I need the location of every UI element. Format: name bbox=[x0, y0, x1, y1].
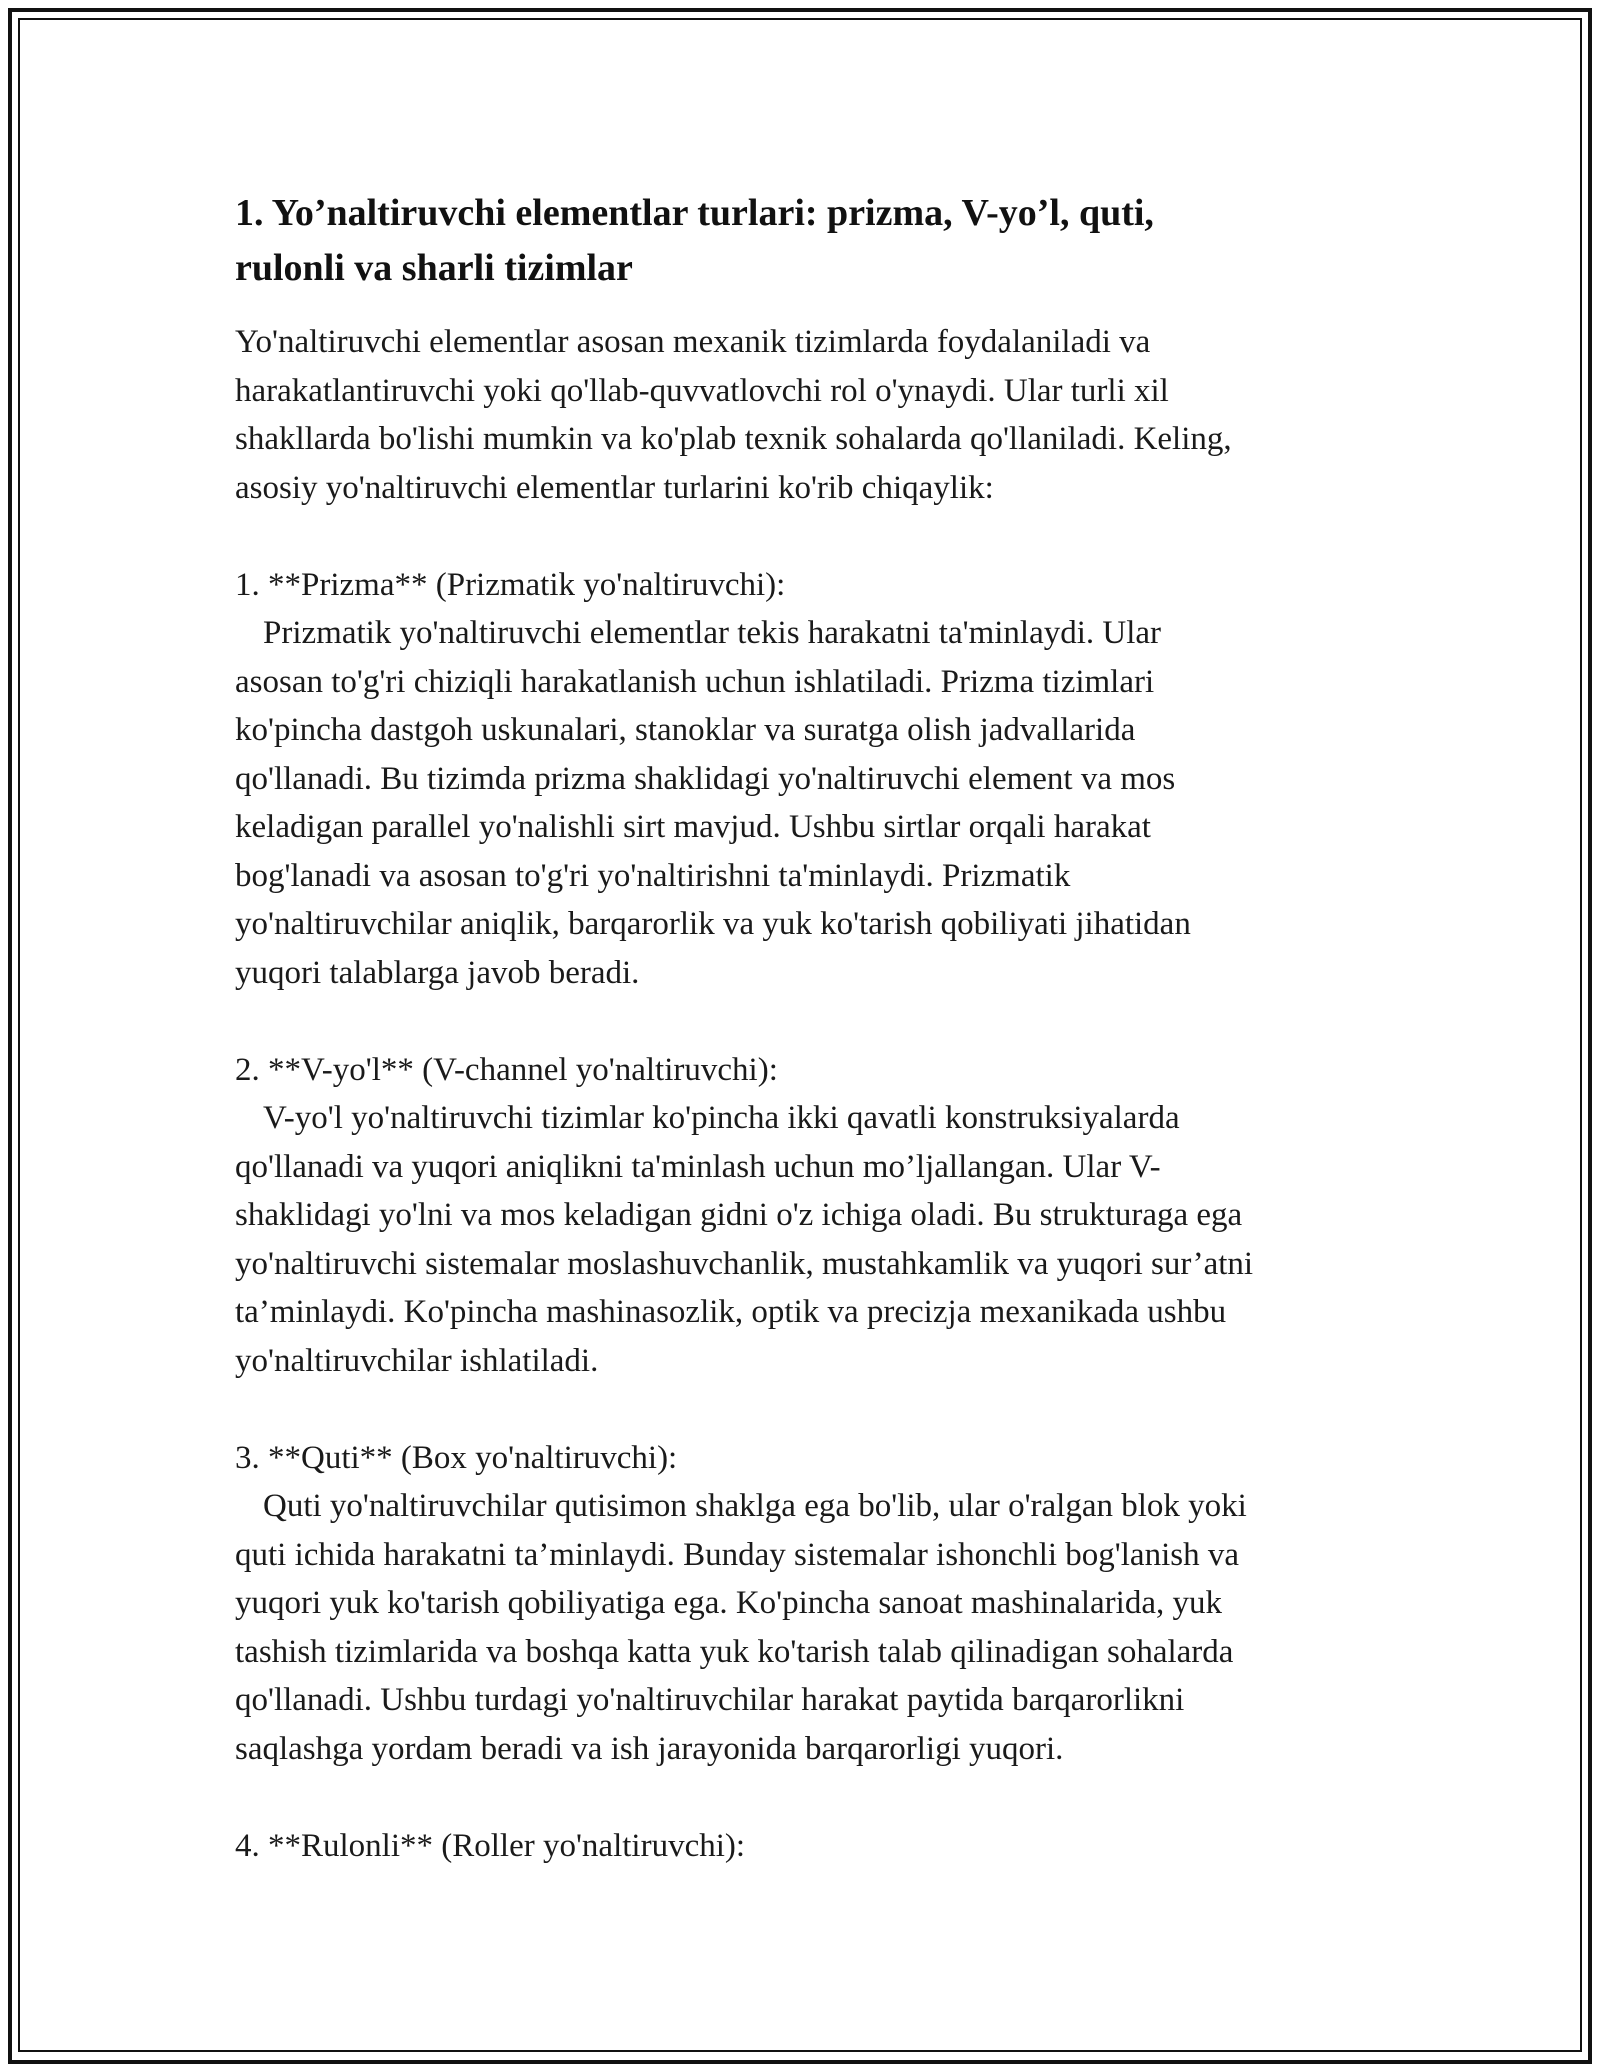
item-line: asosan to'g'ri chiziqli harakatlanish uchun ishlatiladi. Prizma tizimlari bbox=[235, 663, 1155, 700]
item-line: qo'llanadi. Bu tizimda prizma shaklidagi yo'naltiruvchi element va mos bbox=[235, 760, 1176, 797]
item-title: 2. **V-yo'l** (V-channel yo'naltiruvchi): bbox=[235, 1051, 778, 1088]
item-line: bog'lanadi va asosan to'g'ri yo'naltirishni ta'minlaydi. Prizmatik bbox=[235, 857, 1071, 894]
paragraph-spacer bbox=[235, 1385, 1375, 1434]
item-line: qo'llanadi. Ushbu turdagi yo'naltiruvchilar harakat paytida barqarorlikni bbox=[235, 1682, 1185, 1718]
document-page bbox=[235, 186, 1375, 1870]
item-v-yol bbox=[235, 1046, 1375, 1386]
intro-line: Yo'naltiruvchi elementlar asosan mexanik tizimlarda foydalaniladi va bbox=[235, 324, 1151, 360]
item-quti bbox=[235, 1434, 1375, 1774]
item-line: Prizmatik yo'naltiruvchi elementlar tekis harakatni ta'minlaydi. Ular bbox=[263, 615, 1162, 651]
item-line: yo'naltiruvchi sistemalar moslashuvchanlik, mustahkamlik va yuqori sur’atni bbox=[235, 1245, 1254, 1282]
item-line: qo'llanadi va yuqori aniqlikni ta'minlash uchun mo’ljallangan. Ular V- bbox=[235, 1148, 1161, 1185]
item-line: shaklidagi yo'lni va mos keladigan gidni o'z ichiga oladi. Bu strukturaga ega bbox=[235, 1197, 1243, 1233]
intro-paragraph bbox=[235, 318, 1375, 512]
item-line: yuqori talablarga javob beradi. bbox=[235, 954, 640, 991]
item-title: 4. **Rulonli** (Roller yo'naltiruvchi): bbox=[235, 1827, 746, 1864]
section-heading-line-2: rulonli va sharli tizimlar bbox=[235, 247, 633, 289]
paragraph-spacer bbox=[235, 997, 1375, 1046]
item-prizma bbox=[235, 561, 1375, 998]
item-line: Quti yo'naltiruvchilar qutisimon shaklga ega bo'lib, ular o'ralgan blok yoki bbox=[263, 1488, 1247, 1524]
section-heading-line-1: 1. Yo’naltiruvchi elementlar turlari: prizma, V-yo’l, quti, bbox=[235, 192, 1154, 234]
item-line: yo'naltiruvchilar ishlatiladi. bbox=[235, 1342, 599, 1379]
item-rulonli bbox=[235, 1822, 1375, 1871]
item-title: 1. **Prizma** (Prizmatik yo'naltiruvchi): bbox=[235, 566, 786, 603]
item-line: yuqori yuk ko'tarish qobiliyatiga ega. Ko'pincha sanoat mashinalarida, yuk bbox=[235, 1585, 1222, 1621]
item-line: keladigan parallel yo'nalishli sirt mavjud. Ushbu sirtlar orqali harakat bbox=[235, 809, 1151, 845]
intro-line: asosiy yo'naltiruvchi elementlar turlarini ko'rib chiqaylik: bbox=[235, 469, 994, 506]
item-line: yo'naltiruvchilar aniqlik, barqarorlik va yuk ko'tarish qobiliyati jihatidan bbox=[235, 906, 1191, 942]
item-line: quti ichida harakatni ta’minlaydi. Bunday sistemalar ishonchli bog'lanish va bbox=[235, 1536, 1239, 1573]
intro-line: shakllarda bo'lishi mumkin va ko'plab texnik sohalarda qo'llaniladi. Keling, bbox=[235, 421, 1232, 457]
item-line: ta’minlaydi. Ko'pincha mashinasozlik, optik va precizja mexanikada ushbu bbox=[235, 1294, 1227, 1330]
paragraph-spacer bbox=[235, 512, 1375, 561]
item-line: ko'pincha dastgoh uskunalari, stanoklar va suratga olish jadvallarida bbox=[235, 712, 1136, 748]
section-heading bbox=[235, 186, 1375, 296]
item-title: 3. **Quti** (Box yo'naltiruvchi): bbox=[235, 1439, 678, 1476]
item-line: saqlashga yordam beradi va ish jarayonida barqarorligi yuqori. bbox=[235, 1730, 1064, 1767]
intro-line: harakatlantiruvchi yoki qo'llab-quvvatlovchi rol o'ynaydi. Ular turli xil bbox=[235, 372, 1169, 409]
item-line: V-yo'l yo'naltiruvchi tizimlar ko'pincha ikki qavatli konstruksiyalarda bbox=[263, 1100, 1180, 1136]
paragraph-spacer bbox=[235, 1773, 1375, 1822]
item-line: tashish tizimlarida va boshqa katta yuk ko'tarish talab qilinadigan sohalarda bbox=[235, 1633, 1234, 1670]
